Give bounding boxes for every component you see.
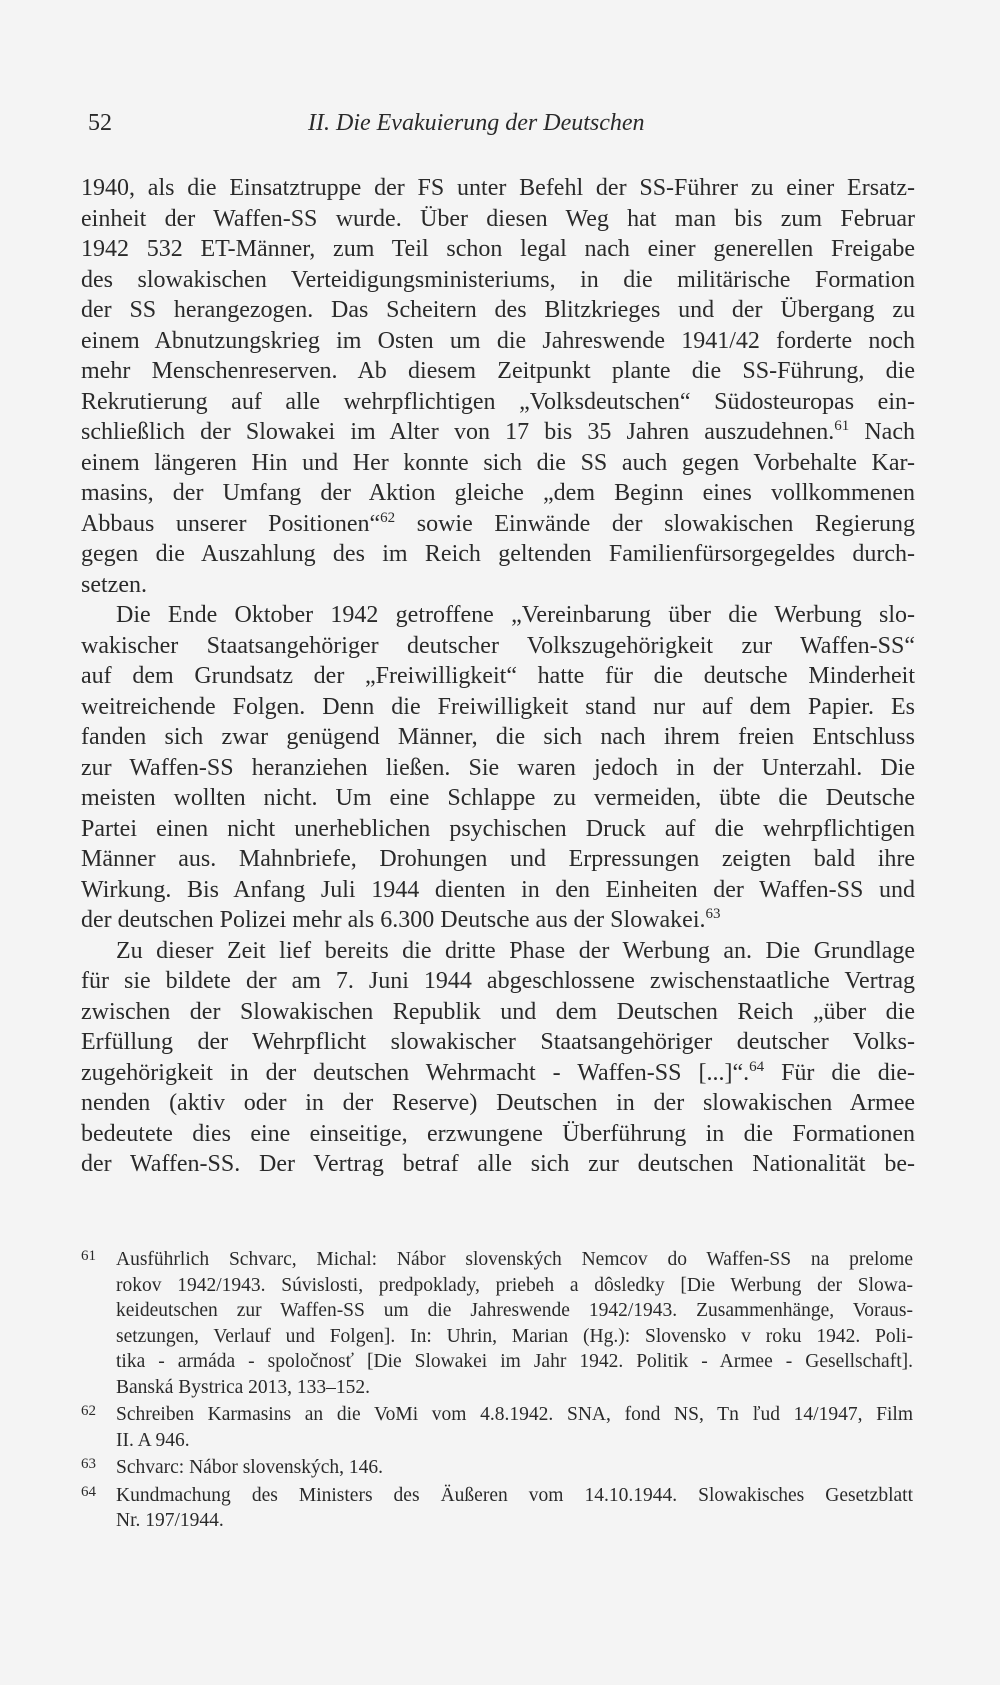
text-line: nenden (aktiv oder in der Reserve) Deutschen in der slowakischen Armee [81, 1090, 915, 1116]
footnote-line: Nr. 197/1944. [116, 1510, 224, 1531]
footnote-61 [81, 1247, 913, 1400]
page-number: 52 [88, 110, 112, 136]
footnote-ref-62[interactable]: 62 [380, 509, 396, 526]
text-line: setzen. [81, 571, 147, 598]
text-line: Partei einen nicht unerheblichen psychischen Druck auf die wehrpflichtigen [81, 815, 915, 842]
text-line: wakischer Staatsangehöriger deutscher Volkszugehörigkeit zur Waffen-SS“ [81, 632, 915, 659]
text-line: Rekrutierung auf alle wehrpflichtigen „Volksdeutschen“ Südosteuropas ein- [81, 388, 915, 415]
footnote-ref-64[interactable]: 64 [749, 1058, 765, 1075]
footnote-line: rokov 1942/1943. Súvislosti, predpoklady, priebeh a dôsledky [Die Werbung der Slowa- [116, 1274, 913, 1296]
main-text [81, 173, 915, 1180]
footnote-number: 63 [81, 1456, 96, 1472]
text-segment: sowie Einwände der slowakischen Regierung [395, 510, 915, 537]
text-line: für sie bildete der am 7. Juni 1944 abgeschlossene zwischenstaatliche Vertrag [81, 968, 915, 994]
text-segment: Für die die- [764, 1059, 916, 1086]
footnote-62 [81, 1402, 913, 1453]
text-line: gegen die Auszahlung des im Reich geltenden Familienfürsorgegeldes durch- [81, 541, 915, 567]
text-line: zwischen der Slowakischen Republik und dem Deutschen Reich „über die [81, 998, 915, 1025]
footnote-line: keideutschen zur Waffen-SS um die Jahreswende 1942/1943. Zusammenhänge, Voraus- [116, 1300, 913, 1321]
text-line: einheit der Waffen-SS wurde. Über diesen Weg hat man bis zum Februar [81, 205, 915, 232]
paragraph-2 [81, 600, 915, 936]
text-line: zur Waffen-SS heranziehen ließen. Sie waren jedoch in der Unterzahl. Die [81, 754, 915, 781]
text-line: einem Abnutzungskrieg im Osten um die Jahreswende 1941/42 forderte noch [81, 327, 915, 354]
text-line: der SS herangezogen. Das Scheitern des Blitzkrieges und der Übergang zu [81, 297, 915, 323]
text-line: masins, der Umfang der Aktion gleiche „dem Beginn eines vollkommenen [81, 480, 915, 506]
text-line [81, 1058, 915, 1089]
text-line: 1942 532 ET-Männer, zum Teil schon legal nach einer generellen Freigabe [81, 236, 915, 262]
text-segment: Abbaus unserer Positionen“ [81, 510, 381, 537]
text-line: einem längeren Hin und Her konnte sich die SS auch gegen Vorbehalte Kar- [81, 449, 915, 476]
footnote-line: Schvarc: Nábor slovenských, 146. [116, 1457, 383, 1478]
footnote-number: 64 [81, 1483, 96, 1500]
footnote-line: Kundmachung des Ministers des Äußeren vom 14.10.1944. Slowakisches Gesetzblatt [116, 1484, 913, 1506]
text-line: 1940, als die Einsatztruppe der FS unter Befehl der SS-Führer zu einer Ersatz- [81, 175, 915, 201]
text-segment: zugehörigkeit in der deutschen Wehrmacht - Waffen-SS [...]“. [81, 1059, 750, 1086]
footnote-ref-63[interactable]: 63 [705, 906, 721, 922]
running-title: II. Die Evakuierung der Deutschen [308, 110, 645, 136]
text-line: weitreichende Folgen. Denn die Freiwilligkeit stand nur auf dem Papier. Es [81, 693, 915, 720]
text-line: bedeutete dies eine einseitige, erzwungene Überführung in die Formationen [81, 1120, 915, 1147]
footnote-line: tika - armáda - spoločnosť [Die Slowakei im Jahr 1942. Politik - Armee - Gesellschaft]. [116, 1351, 913, 1372]
footnote-line: Banská Bystrica 2013, 133–152. [116, 1376, 371, 1398]
text-line: fanden sich zwar genügend Männer, die sich nach ihrem freien Entschluss [81, 724, 915, 750]
text-line: der Waffen-SS. Der Vertrag betraf alle sich zur deutschen Nationalität be- [81, 1151, 915, 1177]
text-line: Die Ende Oktober 1942 getroffene „Vereinbarung über die Werbung slo- [116, 602, 915, 628]
footnote-ref-61[interactable]: 61 [834, 418, 850, 434]
footnote-line: II. A 946. [116, 1429, 190, 1451]
footnote-63 [81, 1455, 913, 1481]
text-segment: Nach [849, 419, 915, 445]
text-line: mehr Menschenreserven. Ab diesem Zeitpunkt plante die SS-Führung, die [81, 358, 915, 384]
text-line [81, 509, 915, 540]
paragraph-1 [81, 173, 915, 600]
text-line [81, 417, 915, 448]
text-line: meisten wollten nicht. Um eine Schlappe zu vermeiden, übte die Deutsche [81, 785, 915, 811]
footnote-64 [81, 1483, 913, 1534]
text-segment: schließlich der Slowakei im Alter von 17 bis 35 Jahren auszudehnen. [81, 419, 835, 445]
paragraph-3 [81, 936, 915, 1180]
footnote-line: setzungen, Verlauf und Folgen]. In: Uhrin, Marian (Hg.): Slovensko v roku 1942. Poli- [116, 1325, 913, 1347]
text-line: Erfüllung der Wehrpflicht slowakischer Staatsangehöriger deutscher Volks- [81, 1029, 915, 1055]
text-line: Männer aus. Mahnbriefe, Drohungen und Erpressungen zeigten bald ihre [81, 846, 915, 872]
text-line [81, 905, 915, 936]
footnote-line: Schreiben Karmasins an die VoMi vom 4.8.1942. SNA, fond NS, Tn ľud 14/1947, Film [116, 1404, 913, 1425]
footnote-line: Ausführlich Schvarc, Michal: Nábor slovenských Nemcov do Waffen-SS na prelome [116, 1249, 913, 1270]
footnote-number: 61 [81, 1248, 96, 1264]
text-line: des slowakischen Verteidigungsministeriums, in die militärische Formation [81, 266, 915, 293]
text-line: Zu dieser Zeit lief bereits die dritte Phase der Werbung an. Die Grundlage [116, 937, 915, 964]
text-segment: der deutschen Polizei mehr als 6.300 Deutsche aus der Slowakei. [81, 907, 706, 933]
footnote-number: 62 [81, 1403, 96, 1419]
footnotes [81, 1247, 913, 1536]
text-line: Wirkung. Bis Anfang Juli 1944 dienten in den Einheiten der Waffen-SS und [81, 876, 915, 903]
text-line: auf dem Grundsatz der „Freiwilligkeit“ hatte für die deutsche Minderheit [81, 663, 915, 689]
